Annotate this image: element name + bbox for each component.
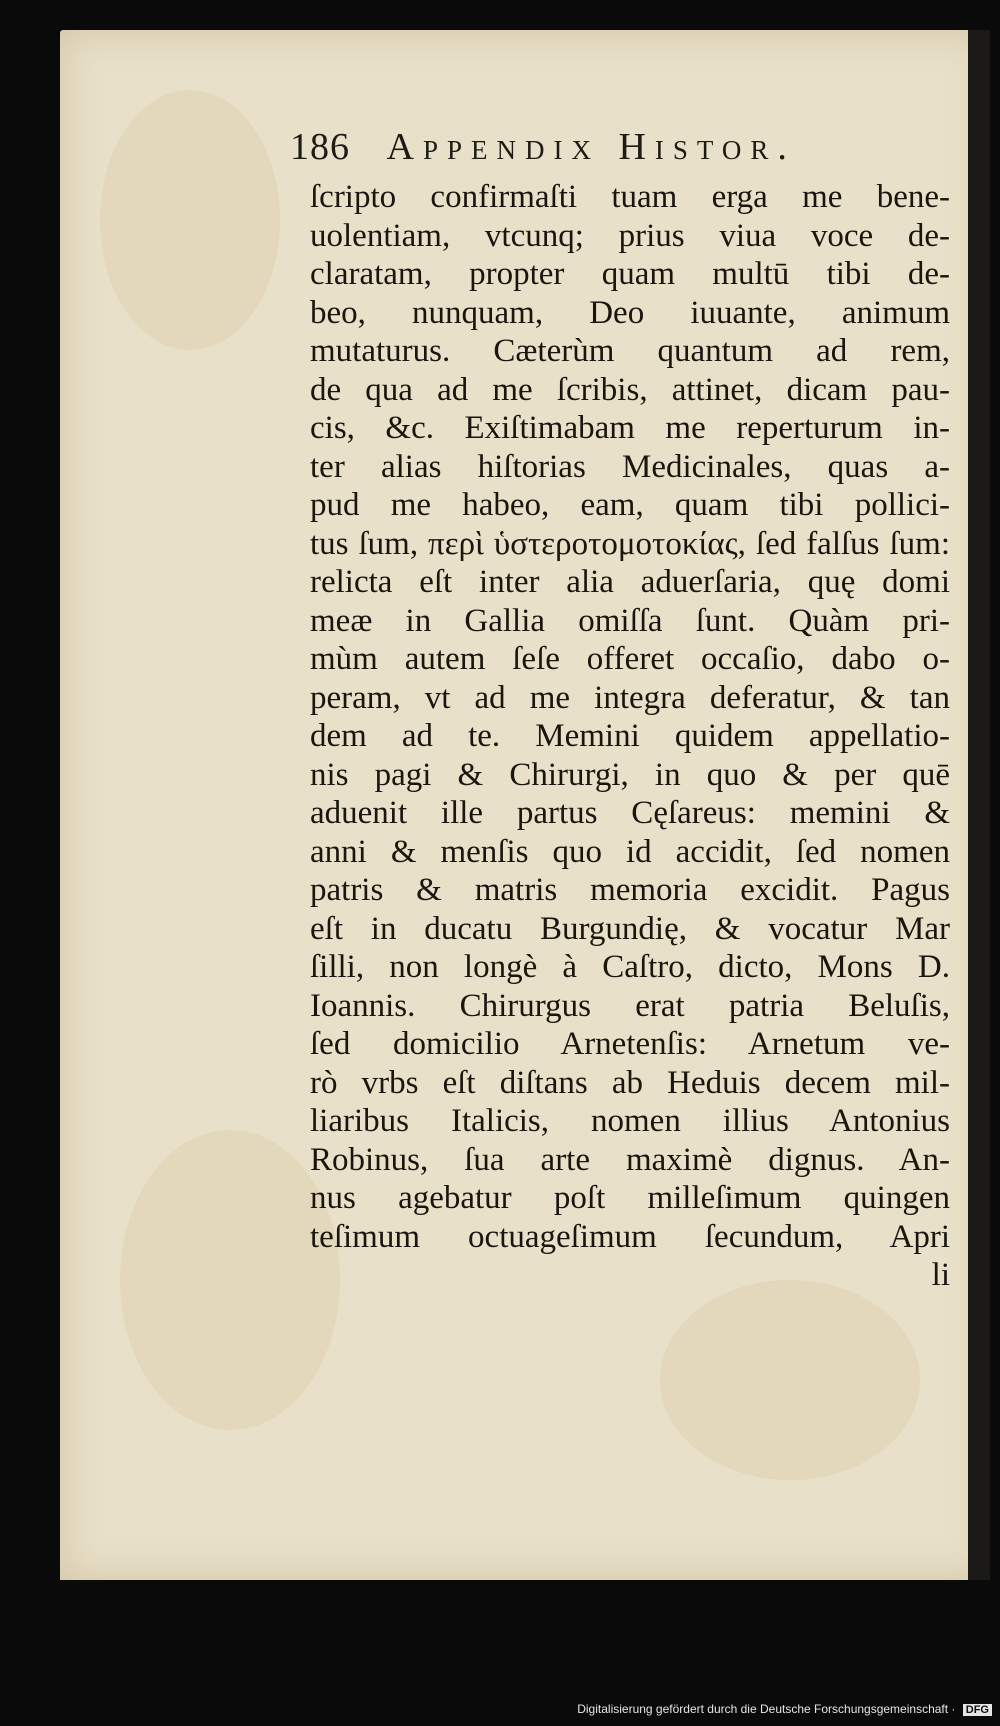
text-line: ſcripto confirmaſti tuam erga me bene- [310, 179, 950, 215]
running-head: Appendix Histor. [386, 126, 796, 168]
text-line: nus agebatur poſt milleſimum quingen [310, 1180, 950, 1216]
paper-stain [660, 1280, 920, 1480]
text-line: tus ſum, περὶ ὑστεροτομοτοκίας, ſed falſus ſum: [310, 525, 950, 562]
text-line: de qua ad me ſcribis, attinet, dicam pau- [310, 371, 950, 408]
catchword: li [931, 1257, 950, 1293]
text-line: Ioannis. Chirurgus erat patria Beluſis, [310, 987, 950, 1024]
body-text [310, 178, 950, 1295]
dfg-logo: DFG [963, 1704, 992, 1716]
page-gutter [968, 30, 990, 1580]
text-line: mutaturus. Cæterùm quantum ad rem, [310, 333, 950, 369]
digitization-credit [577, 1702, 992, 1720]
text-line: uolentiam, vtcunq; prius viua voce de- [310, 217, 950, 254]
text-line: beo, nunquam, Deo iuuante, animum [310, 294, 950, 331]
text-line: peram, vt ad me integra deferatur, & tan [310, 679, 950, 716]
page-number: 186 [290, 126, 350, 168]
text-line: dem ad te. Memini quidem appellatio- [310, 718, 950, 754]
text-line: teſimum octuageſimum ſecundum, Apri [310, 1218, 950, 1255]
credit-text: Digitalisierung gefördert durch die Deutsche Forschungsgemeinschaft · [577, 1702, 956, 1716]
text-line: Robinus, ſua arte maximè dignus. An- [310, 1141, 950, 1178]
text-line: ſilli, non longè à Caſtro, dicto, Mons D. [310, 949, 950, 985]
text-line: claratam, propter quam multū tibi de- [310, 256, 950, 292]
text-line: relicta eſt inter alia aduerſaria, quę domi [310, 564, 950, 600]
page-header [290, 125, 850, 177]
paper-stain [100, 90, 280, 350]
text-line: cis, &c. Exiſtimabam me reperturum in- [310, 410, 950, 446]
text-line: mùm autem ſeſe offeret occaſio, dabo o- [310, 641, 950, 677]
text-line: pud me habeo, eam, quam tibi pollici- [310, 487, 950, 523]
text-line: ter alias hiſtorias Medicinales, quas a- [310, 448, 950, 485]
text-line: patris & matris memoria excidit. Pagus [310, 872, 950, 908]
text-line: ſed domicilio Arnetenſis: Arnetum ve- [310, 1026, 950, 1062]
text-line: nis pagi & Chirurgi, in quo & per quē [310, 756, 950, 793]
text-line: rò vrbs eſt diſtans ab Heduis decem mil- [310, 1064, 950, 1101]
text-line: meæ in Gallia omiſſa ſunt. Quàm pri- [310, 602, 950, 639]
paper-stain [120, 1130, 340, 1430]
text-line: aduenit ille partus Cęſareus: memini & [310, 795, 950, 831]
text-line: liaribus Italicis, nomen illius Antonius [310, 1103, 950, 1139]
text-line: anni & menſis quo id accidit, ſed nomen [310, 833, 950, 870]
text-line: eſt in ducatu Burgundię, & vocatur Mar [310, 910, 950, 947]
